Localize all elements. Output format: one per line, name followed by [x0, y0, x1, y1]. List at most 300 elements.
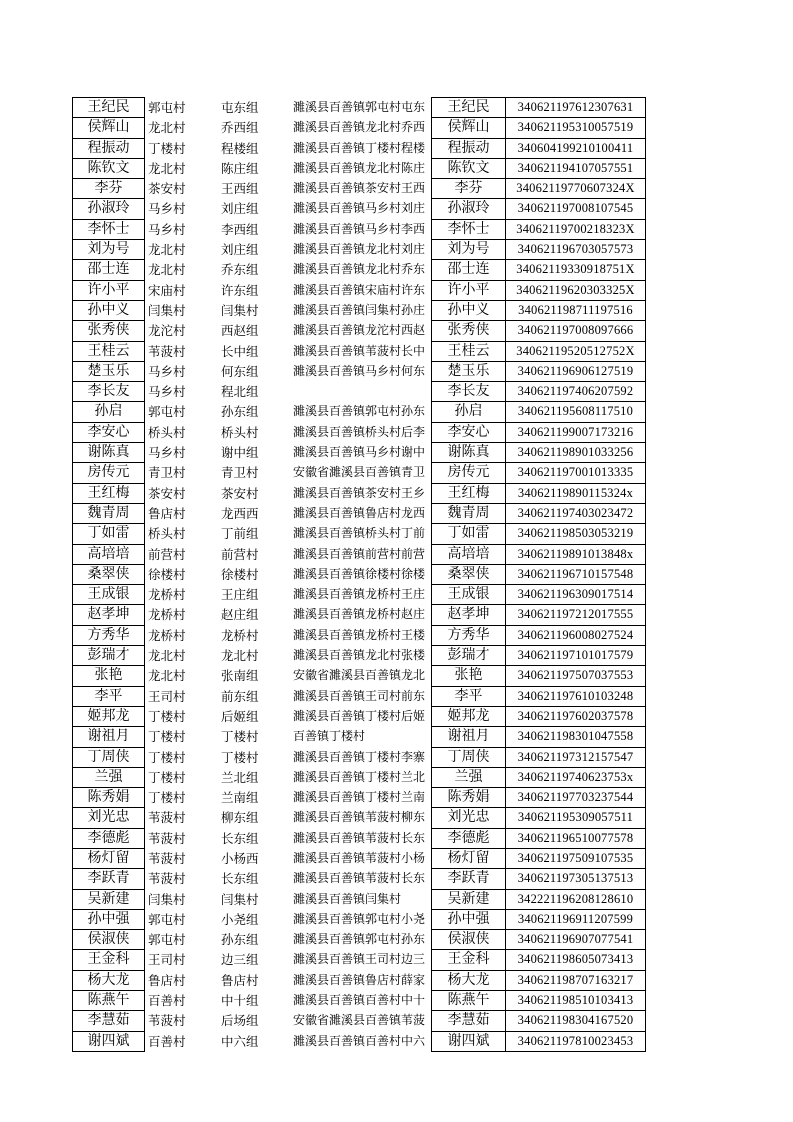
id-number-cell[interactable]: 34062119620303325X: [506, 280, 646, 300]
group-cell[interactable]: 李西组: [221, 221, 259, 237]
id-number-cell[interactable]: 340621197703237544: [506, 788, 646, 808]
id-number-cell[interactable]: 340621198605073413: [506, 950, 646, 970]
name-confirm-cell[interactable]: 谢四斌: [432, 1031, 506, 1051]
village-cell[interactable]: 闫集村: [148, 302, 186, 318]
name-confirm-cell[interactable]: 孙中义: [432, 300, 506, 320]
address-cell[interactable]: 濉溪县百善镇丁楼村后姬: [293, 706, 432, 726]
address-cell[interactable]: 濉溪县百善镇茶安村王乡: [293, 483, 432, 503]
name-cell[interactable]: 王红梅: [73, 483, 145, 503]
group-cell[interactable]: 龙北村: [221, 648, 259, 664]
name-cell[interactable]: 侯辉山: [73, 118, 145, 138]
village-cell[interactable]: 百善村: [148, 993, 186, 1009]
id-number-cell[interactable]: 340621197008107545: [506, 199, 646, 219]
name-confirm-cell[interactable]: 吴新建: [432, 889, 506, 909]
group-cell[interactable]: 赵庄组: [221, 607, 259, 623]
table-row: [73, 300, 646, 320]
village-cell[interactable]: 徐楼村: [148, 566, 186, 582]
name-confirm-cell[interactable]: 王桂云: [432, 341, 506, 361]
name-confirm-cell[interactable]: 高培培: [432, 544, 506, 564]
name-cell[interactable]: 邵士连: [73, 260, 145, 280]
group-cell[interactable]: 王庄组: [221, 587, 259, 603]
table-row: [73, 179, 646, 199]
name-confirm-cell[interactable]: 丁如雷: [432, 524, 506, 544]
id-number-cell[interactable]: 342221196208128610: [506, 889, 646, 909]
name-confirm-cell[interactable]: 桑翠侠: [432, 564, 506, 584]
id-number-cell[interactable]: 340621194107057551: [506, 158, 646, 178]
group-cell[interactable]: 前营村: [221, 546, 259, 562]
group-cell[interactable]: 龙桥村: [221, 627, 259, 643]
id-number-cell[interactable]: 340621196710157548: [506, 564, 646, 584]
name-confirm-cell[interactable]: 李德彪: [432, 828, 506, 848]
village-cell[interactable]: 百善村: [148, 1033, 186, 1049]
id-number-cell[interactable]: 340621196309017514: [506, 585, 646, 605]
name-cell[interactable]: 杨灯留: [73, 848, 145, 868]
name-confirm-cell[interactable]: 魏青周: [432, 503, 506, 523]
village-cell[interactable]: 丁楼村: [148, 769, 186, 785]
group-cell[interactable]: 刘庄组: [221, 242, 259, 258]
group-cell[interactable]: 谢中组: [221, 445, 259, 461]
name-confirm-cell[interactable]: 许小平: [432, 280, 506, 300]
id-number-cell[interactable]: 34062119770607324X: [506, 179, 646, 199]
name-confirm-cell[interactable]: 孙淑玲: [432, 199, 506, 219]
id-number-cell[interactable]: 340621198707163217: [506, 970, 646, 990]
name-cell[interactable]: 彭瑞才: [73, 646, 145, 666]
name-cell[interactable]: 李跃青: [73, 869, 145, 889]
name-cell[interactable]: 高培培: [73, 544, 145, 564]
address-cell[interactable]: 濉溪县百善镇郭屯村孙东: [293, 930, 432, 950]
name-cell[interactable]: 丁如雷: [73, 524, 145, 544]
table-row: [73, 686, 646, 706]
village-cell[interactable]: 青卫村: [148, 465, 186, 481]
name-confirm-cell[interactable]: 王纪民: [432, 98, 506, 118]
address-cell[interactable]: 濉溪县百善镇苇菠村柳东: [293, 808, 432, 828]
village-cell[interactable]: 苇菠村: [148, 1013, 186, 1029]
table-row: [73, 98, 646, 118]
name-confirm-cell[interactable]: 杨灯留: [432, 848, 506, 868]
village-cell[interactable]: 苇菠村: [148, 871, 186, 887]
village-cell[interactable]: 郭屯村: [148, 932, 186, 948]
group-cell[interactable]: 刘庄组: [221, 201, 259, 217]
id-number-cell[interactable]: 340621197507037553: [506, 666, 646, 686]
village-cell[interactable]: 苇菠村: [148, 343, 186, 359]
group-cell[interactable]: 茶安村: [221, 485, 259, 501]
village-cell[interactable]: 龙北村: [148, 648, 186, 664]
group-cell[interactable]: 中十组: [221, 993, 259, 1009]
name-confirm-cell[interactable]: 王金科: [432, 950, 506, 970]
name-cell[interactable]: 陈秀娟: [73, 788, 145, 808]
name-confirm-cell[interactable]: 丁周侠: [432, 747, 506, 767]
id-number-cell[interactable]: 340621197602037578: [506, 706, 646, 726]
group-cell[interactable]: 小尧组: [221, 911, 259, 927]
address-cell[interactable]: 濉溪县百善镇龙桥村王庄: [293, 585, 432, 605]
address-cell[interactable]: 濉溪县百善镇鲁店村龙西: [293, 503, 432, 523]
table-row: [73, 585, 646, 605]
id-number-cell[interactable]: 340621196906127519: [506, 361, 646, 381]
name-cell[interactable]: 姬邦龙: [73, 706, 145, 726]
address-cell[interactable]: 濉溪县百善镇丁楼村李寨: [293, 747, 432, 767]
name-cell[interactable]: 房传元: [73, 463, 145, 483]
name-confirm-cell[interactable]: 谢祖月: [432, 727, 506, 747]
name-confirm-cell[interactable]: 李平: [432, 686, 506, 706]
name-confirm-cell[interactable]: 陈秀娟: [432, 788, 506, 808]
group-cell[interactable]: 兰南组: [221, 790, 259, 806]
village-cell[interactable]: 马乡村: [148, 221, 186, 237]
name-confirm-cell[interactable]: 陈燕午: [432, 991, 506, 1011]
name-cell[interactable]: 桑翠侠: [73, 564, 145, 584]
id-number-cell[interactable]: 340621197101017579: [506, 646, 646, 666]
name-confirm-cell[interactable]: 赵孝坤: [432, 605, 506, 625]
table-row: [73, 1031, 646, 1051]
name-confirm-cell[interactable]: 孙中强: [432, 909, 506, 929]
group-cell[interactable]: 长东组: [221, 871, 259, 887]
group-cell[interactable]: 长东组: [221, 830, 259, 846]
group-cell[interactable]: 边三组: [221, 952, 259, 968]
group-cell[interactable]: 西赵组: [221, 323, 259, 339]
address-cell[interactable]: 濉溪县百善镇丁楼村兰北: [293, 767, 432, 787]
village-cell[interactable]: 马乡村: [148, 363, 186, 379]
address-cell[interactable]: 濉溪县百善镇龙桥村赵庄: [293, 605, 432, 625]
group-cell[interactable]: 程楼组: [221, 140, 259, 156]
table-row: [73, 625, 646, 645]
address-cell[interactable]: 百善镇丁楼村: [293, 727, 432, 747]
name-confirm-cell[interactable]: 李跃青: [432, 869, 506, 889]
name-confirm-cell[interactable]: 邵士连: [432, 260, 506, 280]
name-cell[interactable]: 楚玉乐: [73, 361, 145, 381]
village-cell[interactable]: 苇菠村: [148, 830, 186, 846]
id-number-cell[interactable]: 340621197001013335: [506, 463, 646, 483]
name-confirm-cell[interactable]: 孙启: [432, 402, 506, 422]
id-number-cell[interactable]: 340621195309057511: [506, 808, 646, 828]
village-cell[interactable]: 龙桥村: [148, 607, 186, 623]
village-cell[interactable]: 丁楼村: [148, 749, 186, 765]
village-cell[interactable]: 前营村: [148, 546, 186, 562]
village-cell[interactable]: 龙北村: [148, 668, 186, 684]
village-cell[interactable]: 丁楼村: [148, 790, 186, 806]
id-number-cell[interactable]: 340621198901033256: [506, 443, 646, 463]
table-row: [73, 828, 646, 848]
group-cell[interactable]: 闫集村: [221, 302, 259, 318]
address-cell[interactable]: 濉溪县百善镇龙北村刘庄: [293, 240, 432, 260]
group-cell[interactable]: 兰北组: [221, 769, 259, 785]
name-confirm-cell[interactable]: 李怀士: [432, 219, 506, 239]
id-number-cell[interactable]: 34062119890115324x: [506, 483, 646, 503]
address-cell[interactable]: 濉溪县百善镇郭屯村孙东: [293, 402, 432, 422]
name-cell[interactable]: 兰强: [73, 767, 145, 787]
group-cell[interactable]: 许东组: [221, 282, 259, 298]
group-cell[interactable]: 孙东组: [221, 404, 259, 420]
group-cell[interactable]: 后姬组: [221, 708, 259, 724]
village-cell[interactable]: 龙北村: [148, 242, 186, 258]
table-row: [73, 909, 646, 929]
name-cell[interactable]: 孙启: [73, 402, 145, 422]
name-confirm-cell[interactable]: 方秀华: [432, 625, 506, 645]
name-confirm-cell[interactable]: 刘光忠: [432, 808, 506, 828]
address-cell[interactable]: 濉溪县百善镇百善村中十: [293, 991, 432, 1011]
village-cell[interactable]: 龙北村: [148, 160, 186, 176]
id-number-cell[interactable]: 34062119891013848x: [506, 544, 646, 564]
group-cell[interactable]: 乔西组: [221, 120, 259, 136]
group-cell[interactable]: 闫集村: [221, 891, 259, 907]
id-number-cell[interactable]: 340621198711197516: [506, 300, 646, 320]
id-number-cell[interactable]: 340621197008097666: [506, 321, 646, 341]
name-cell[interactable]: 陈钦文: [73, 158, 145, 178]
village-cell[interactable]: 苇菠村: [148, 850, 186, 866]
id-number-cell[interactable]: 340621195310057519: [506, 118, 646, 138]
village-cell[interactable]: 王司村: [148, 952, 186, 968]
group-cell[interactable]: 丁前组: [221, 526, 259, 542]
name-confirm-cell[interactable]: 李芬: [432, 179, 506, 199]
address-cell[interactable]: 濉溪县百善镇龙桥村王楼: [293, 625, 432, 645]
table-row: [73, 219, 646, 239]
id-number-cell[interactable]: 340621197610103248: [506, 686, 646, 706]
village-cell[interactable]: 王司村: [148, 688, 186, 704]
name-cell[interactable]: 孙中强: [73, 909, 145, 929]
group-cell[interactable]: 鲁店村: [221, 972, 259, 988]
address-cell[interactable]: 濉溪县百善镇徐楼村徐楼: [293, 564, 432, 584]
name-cell[interactable]: 谢陈真: [73, 443, 145, 463]
village-cell[interactable]: 宋庙村: [148, 282, 186, 298]
id-number-cell[interactable]: 34062119520512752X: [506, 341, 646, 361]
id-number-cell[interactable]: 340621197406207592: [506, 382, 646, 402]
group-cell[interactable]: 中六组: [221, 1033, 259, 1049]
id-number-cell[interactable]: 340621196907077541: [506, 930, 646, 950]
group-cell[interactable]: 陈庄组: [221, 160, 259, 176]
name-confirm-cell[interactable]: 王红梅: [432, 483, 506, 503]
name-cell[interactable]: 李平: [73, 686, 145, 706]
group-cell[interactable]: 屯东组: [221, 100, 259, 115]
address-cell[interactable]: 安徽省濉溪县百善镇青卫: [293, 463, 432, 483]
village-cell[interactable]: 龙沱村: [148, 323, 186, 339]
name-confirm-cell[interactable]: 姬邦龙: [432, 706, 506, 726]
id-number-cell[interactable]: 340621199007173216: [506, 422, 646, 442]
name-confirm-cell[interactable]: 刘为号: [432, 240, 506, 260]
village-cell[interactable]: 马乡村: [148, 201, 186, 217]
address-cell[interactable]: 濉溪县百善镇丁楼村兰南: [293, 788, 432, 808]
address-cell[interactable]: [293, 382, 432, 402]
group-cell[interactable]: 王西组: [221, 181, 259, 197]
village-cell[interactable]: 丁楼村: [148, 729, 186, 745]
group-cell[interactable]: 徐楼村: [221, 566, 259, 582]
table-row: [73, 503, 646, 523]
name-confirm-cell[interactable]: 兰强: [432, 767, 506, 787]
village-cell[interactable]: 郭屯村: [148, 404, 186, 420]
id-number-cell[interactable]: 34062119700218323X: [506, 219, 646, 239]
address-cell[interactable]: 濉溪县百善镇王司村前东: [293, 686, 432, 706]
address-cell[interactable]: 濉溪县百善镇苇菠村长东: [293, 828, 432, 848]
group-cell[interactable]: 桥头村: [221, 424, 259, 440]
id-number-cell[interactable]: 340621198301047558: [506, 727, 646, 747]
village-cell[interactable]: 闫集村: [148, 891, 186, 907]
name-cell[interactable]: 王纪民: [73, 98, 145, 118]
group-cell[interactable]: 龙西西: [221, 505, 259, 521]
id-number-cell[interactable]: 340621197509107535: [506, 848, 646, 868]
group-cell[interactable]: 小杨西: [221, 850, 259, 866]
name-cell[interactable]: 方秀华: [73, 625, 145, 645]
address-cell[interactable]: 安徽省濉溪县百善镇苇菠: [293, 1011, 432, 1031]
address-cell[interactable]: 濉溪县百善镇龙北村乔东: [293, 260, 432, 280]
id-number-cell[interactable]: 340621197403023472: [506, 503, 646, 523]
group-cell[interactable]: 后场组: [221, 1013, 259, 1029]
name-confirm-cell[interactable]: 李长友: [432, 382, 506, 402]
name-confirm-cell[interactable]: 张艳: [432, 666, 506, 686]
address-cell[interactable]: 濉溪县百善镇龙北村陈庄: [293, 158, 432, 178]
name-confirm-cell[interactable]: 侯淑侠: [432, 930, 506, 950]
village-cell[interactable]: 马乡村: [148, 384, 186, 400]
address-cell[interactable]: 濉溪县百善镇桥头村丁前: [293, 524, 432, 544]
village-cell[interactable]: 茶安村: [148, 181, 186, 197]
name-cell[interactable]: 丁周侠: [73, 747, 145, 767]
name-confirm-cell[interactable]: 王成银: [432, 585, 506, 605]
group-cell[interactable]: 前东组: [221, 688, 259, 704]
id-number-cell[interactable]: 340621196703057573: [506, 240, 646, 260]
address-cell[interactable]: 濉溪县百善镇马乡村何东: [293, 361, 432, 381]
table-row: [73, 463, 646, 483]
name-confirm-cell[interactable]: 程振动: [432, 138, 506, 158]
address-cell[interactable]: 濉溪县百善镇龙北村张楼: [293, 646, 432, 666]
address-cell[interactable]: 濉溪县百善镇百善村中六: [293, 1031, 432, 1051]
name-cell[interactable]: 刘为号: [73, 240, 145, 260]
village-cell[interactable]: 郭屯村: [148, 911, 186, 927]
id-number-cell[interactable]: 34062119740623753x: [506, 767, 646, 787]
name-confirm-cell[interactable]: 楚玉乐: [432, 361, 506, 381]
address-cell[interactable]: 濉溪县百善镇马乡村李西: [293, 219, 432, 239]
group-cell[interactable]: 张南组: [221, 668, 259, 684]
id-number-cell[interactable]: 340621196911207599: [506, 909, 646, 929]
id-number-cell[interactable]: 340621197612307631: [506, 98, 646, 118]
group-cell[interactable]: 孙东组: [221, 932, 259, 948]
address-cell[interactable]: 濉溪县百善镇鲁店村薛家: [293, 970, 432, 990]
group-cell[interactable]: 丁楼村: [221, 729, 259, 745]
name-cell[interactable]: 程振动: [73, 138, 145, 158]
id-number-cell[interactable]: 340621196510077578: [506, 828, 646, 848]
address-cell[interactable]: 濉溪县百善镇前营村前营: [293, 544, 432, 564]
name-cell[interactable]: 魏青周: [73, 503, 145, 523]
address-cell[interactable]: 濉溪县百善镇闫集村孙庄: [293, 300, 432, 320]
id-number-cell[interactable]: 340621198503053219: [506, 524, 646, 544]
name-cell[interactable]: 李芬: [73, 179, 145, 199]
id-number-cell[interactable]: 340621198304167520: [506, 1011, 646, 1031]
village-cell[interactable]: 龙桥村: [148, 627, 186, 643]
id-number-cell[interactable]: 340621197810023453: [506, 1031, 646, 1051]
name-confirm-cell[interactable]: 陈钦文: [432, 158, 506, 178]
name-confirm-cell[interactable]: 侯辉山: [432, 118, 506, 138]
name-cell[interactable]: 王成银: [73, 585, 145, 605]
village-cell[interactable]: 鲁店村: [148, 972, 186, 988]
address-cell[interactable]: 濉溪县百善镇宋庙村许东: [293, 280, 432, 300]
address-cell[interactable]: 濉溪县百善镇龙沱村西赵: [293, 321, 432, 341]
address-cell[interactable]: 濉溪县百善镇苇菠村长中: [293, 341, 432, 361]
name-cell[interactable]: 刘光忠: [73, 808, 145, 828]
name-cell[interactable]: 陈燕午: [73, 991, 145, 1011]
address-cell[interactable]: 濉溪县百善镇闫集村: [293, 889, 432, 909]
village-cell[interactable]: 茶安村: [148, 485, 186, 501]
address-cell[interactable]: 安徽省濉溪县百善镇龙北: [293, 666, 432, 686]
name-cell[interactable]: 李怀士: [73, 219, 145, 239]
table-row: [73, 544, 646, 564]
name-confirm-cell[interactable]: 张秀侠: [432, 321, 506, 341]
address-cell[interactable]: 濉溪县百善镇茶安村王西: [293, 179, 432, 199]
table-row: [73, 361, 646, 381]
village-cell[interactable]: 马乡村: [148, 445, 186, 461]
village-cell[interactable]: 龙桥村: [148, 587, 186, 603]
table-row: [73, 483, 646, 503]
id-number-cell[interactable]: 340621197312157547: [506, 747, 646, 767]
group-cell[interactable]: 柳东组: [221, 810, 259, 826]
id-number-cell[interactable]: 340621198510103413: [506, 991, 646, 1011]
address-cell[interactable]: 濉溪县百善镇马乡村谢中: [293, 443, 432, 463]
name-cell[interactable]: 孙中义: [73, 300, 145, 320]
name-cell[interactable]: 赵孝坤: [73, 605, 145, 625]
village-cell[interactable]: 龙北村: [148, 120, 186, 136]
name-cell[interactable]: 李安心: [73, 422, 145, 442]
name-cell[interactable]: 谢祖月: [73, 727, 145, 747]
group-cell[interactable]: 青卫村: [221, 465, 259, 481]
name-cell[interactable]: 吴新建: [73, 889, 145, 909]
group-cell[interactable]: 何东组: [221, 363, 259, 379]
group-cell[interactable]: 程北组: [221, 384, 259, 400]
group-cell[interactable]: 长中组: [221, 343, 259, 359]
name-confirm-cell[interactable]: 李慧茹: [432, 1011, 506, 1031]
name-cell[interactable]: 张艳: [73, 666, 145, 686]
address-cell[interactable]: 濉溪县百善镇郭屯村屯东: [293, 98, 432, 118]
name-cell[interactable]: 杨大龙: [73, 970, 145, 990]
village-cell[interactable]: 丁楼村: [148, 708, 186, 724]
id-number-cell[interactable]: 340621197305137513: [506, 869, 646, 889]
name-cell[interactable]: 侯淑侠: [73, 930, 145, 950]
name-cell[interactable]: 张秀侠: [73, 321, 145, 341]
address-cell[interactable]: 濉溪县百善镇丁楼村程楼: [293, 138, 432, 158]
group-cell[interactable]: 丁楼村: [221, 749, 259, 765]
id-number-cell[interactable]: 340621196008027524: [506, 625, 646, 645]
name-cell[interactable]: 谢四斌: [73, 1031, 145, 1051]
village-cell[interactable]: 桥头村: [148, 526, 186, 542]
name-cell[interactable]: 王桂云: [73, 341, 145, 361]
address-cell[interactable]: 濉溪县百善镇苇菠村长东: [293, 869, 432, 889]
village-cell[interactable]: 丁楼村: [148, 140, 186, 156]
name-cell[interactable]: 孙淑玲: [73, 199, 145, 219]
village-cell[interactable]: 苇菠村: [148, 810, 186, 826]
table-row: [73, 280, 646, 300]
address-cell[interactable]: 濉溪县百善镇苇菠村小杨: [293, 848, 432, 868]
village-cell[interactable]: 龙北村: [148, 262, 186, 278]
roster-table: [72, 97, 646, 1052]
name-confirm-cell[interactable]: 房传元: [432, 463, 506, 483]
id-number-cell[interactable]: 340604199210100411: [506, 138, 646, 158]
id-number-cell[interactable]: 34062119330918751X: [506, 260, 646, 280]
name-confirm-cell[interactable]: 彭瑞才: [432, 646, 506, 666]
village-cell[interactable]: 桥头村: [148, 424, 186, 440]
id-number-cell[interactable]: 340621195608117510: [506, 402, 646, 422]
table-row: [73, 138, 646, 158]
address-cell[interactable]: 濉溪县百善镇桥头村后李: [293, 422, 432, 442]
name-cell[interactable]: 李长友: [73, 382, 145, 402]
village-cell[interactable]: 郭屯村: [148, 100, 186, 115]
id-number-cell[interactable]: 340621197212017555: [506, 605, 646, 625]
name-cell[interactable]: 李慧茹: [73, 1011, 145, 1031]
name-cell[interactable]: 李德彪: [73, 828, 145, 848]
name-confirm-cell[interactable]: 谢陈真: [432, 443, 506, 463]
name-confirm-cell[interactable]: 李安心: [432, 422, 506, 442]
address-cell[interactable]: 濉溪县百善镇马乡村刘庄: [293, 199, 432, 219]
address-cell[interactable]: 濉溪县百善镇郭屯村小尧: [293, 909, 432, 929]
address-cell[interactable]: 濉溪县百善镇龙北村乔西: [293, 118, 432, 138]
name-cell[interactable]: 王金科: [73, 950, 145, 970]
address-cell[interactable]: 濉溪县百善镇王司村边三: [293, 950, 432, 970]
name-cell[interactable]: 许小平: [73, 280, 145, 300]
group-cell[interactable]: 乔东组: [221, 262, 259, 278]
name-confirm-cell[interactable]: 杨大龙: [432, 970, 506, 990]
village-cell[interactable]: 鲁店村: [148, 505, 186, 521]
